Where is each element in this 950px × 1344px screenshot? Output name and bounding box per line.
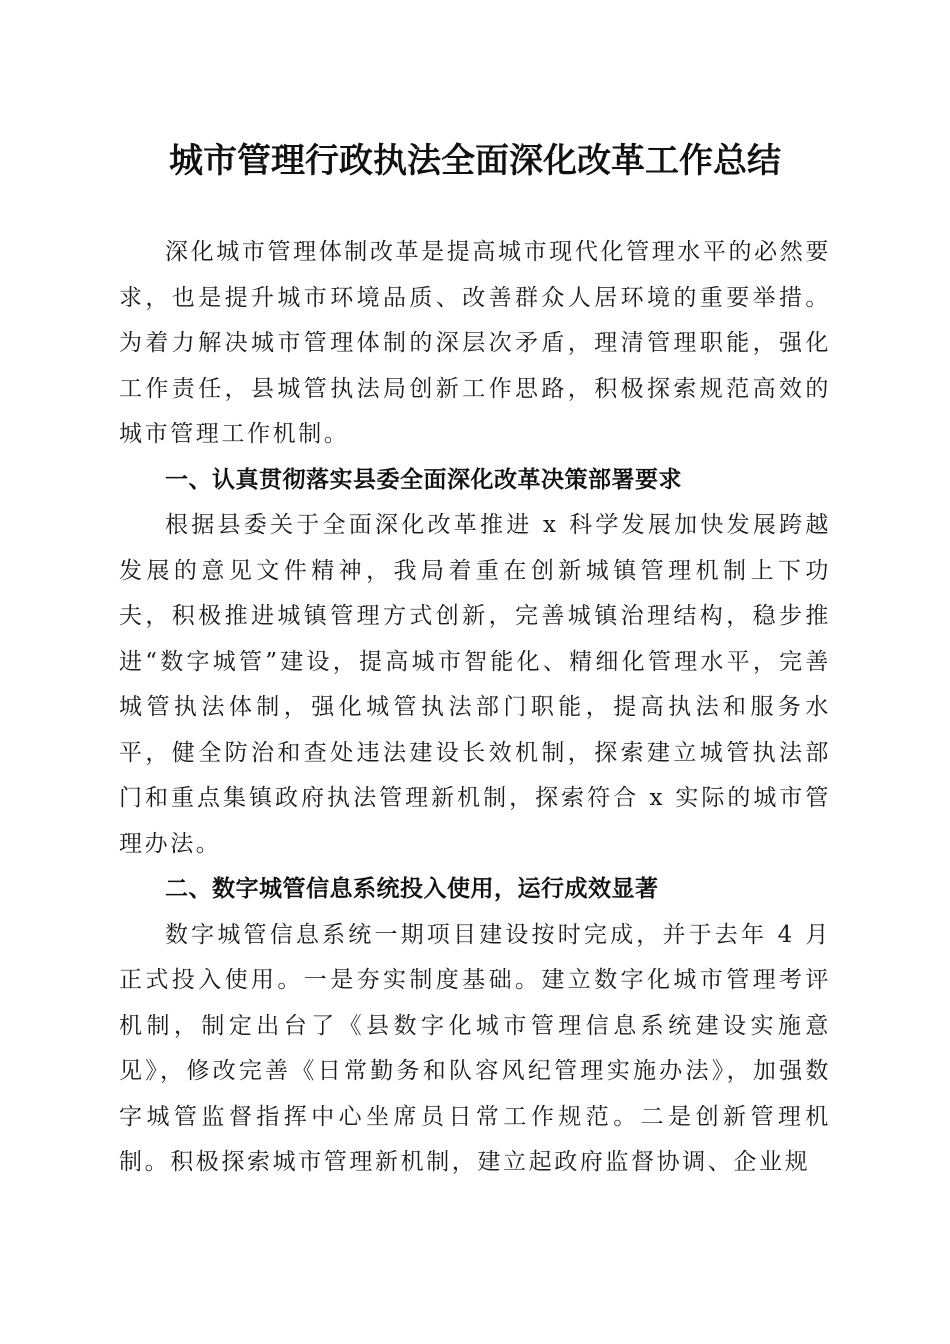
intro-paragraph: 深化城市管理体制改革是提高城市现代化管理水平的必然要求，也是提升城市环境品质、改善群众人居环境的重要举措。为着力解决城市管理体制的深层次矛盾，理清管理职能，强化工作责任，县城管执法局创新工作思路，积极探索规范高效的城市管理工作机制。 bbox=[119, 239, 831, 447]
section-paragraph-2: 数字城管信息系统一期项目建设按时完成，并于去年 4 月正式投入使用。一是夯实制度基础。建立数字化城市管理考评机制，制定出台了《县数字化城市管理信息系统建设实施意见》，修改完善《日常勤务和队容风纪管理实施办法》，加强数字城管监督指挥中心坐席员日常工作规范。二是创新管理机制。积极探索城市管理新机制，建立起政府监督协调、企业规 bbox=[119, 921, 831, 1175]
section-heading-1: 一、认真贯彻落实县委全面深化改革决策部署要求 bbox=[165, 466, 682, 493]
document-title: 城市管理行政执法全面深化改革工作总结 bbox=[169, 141, 781, 181]
section-paragraph-1: 根据县委关于全面深化改革推进 x 科学发展加快发展跨越发展的意见文件精神，我局着重在创新城镇管理机制上下功夫，积极推进城镇管理方式创新，完善城镇治理结构，稳步推进“数字城管”建设，提高城市智能化、精细化管理水平，完善城管执法体制，强化城管执法部门职能，提高执法和服务水平，健全防治和查处违法建设长效机制，探索建立城管执法部门和重点集镇政府执法管理新机制，探索符合 x 实际的城市管理办法。 bbox=[119, 512, 831, 857]
section-heading-2: 二、数字城管信息系统投入使用，运行成效显著 bbox=[165, 876, 659, 902]
document-body bbox=[119, 230, 831, 1186]
